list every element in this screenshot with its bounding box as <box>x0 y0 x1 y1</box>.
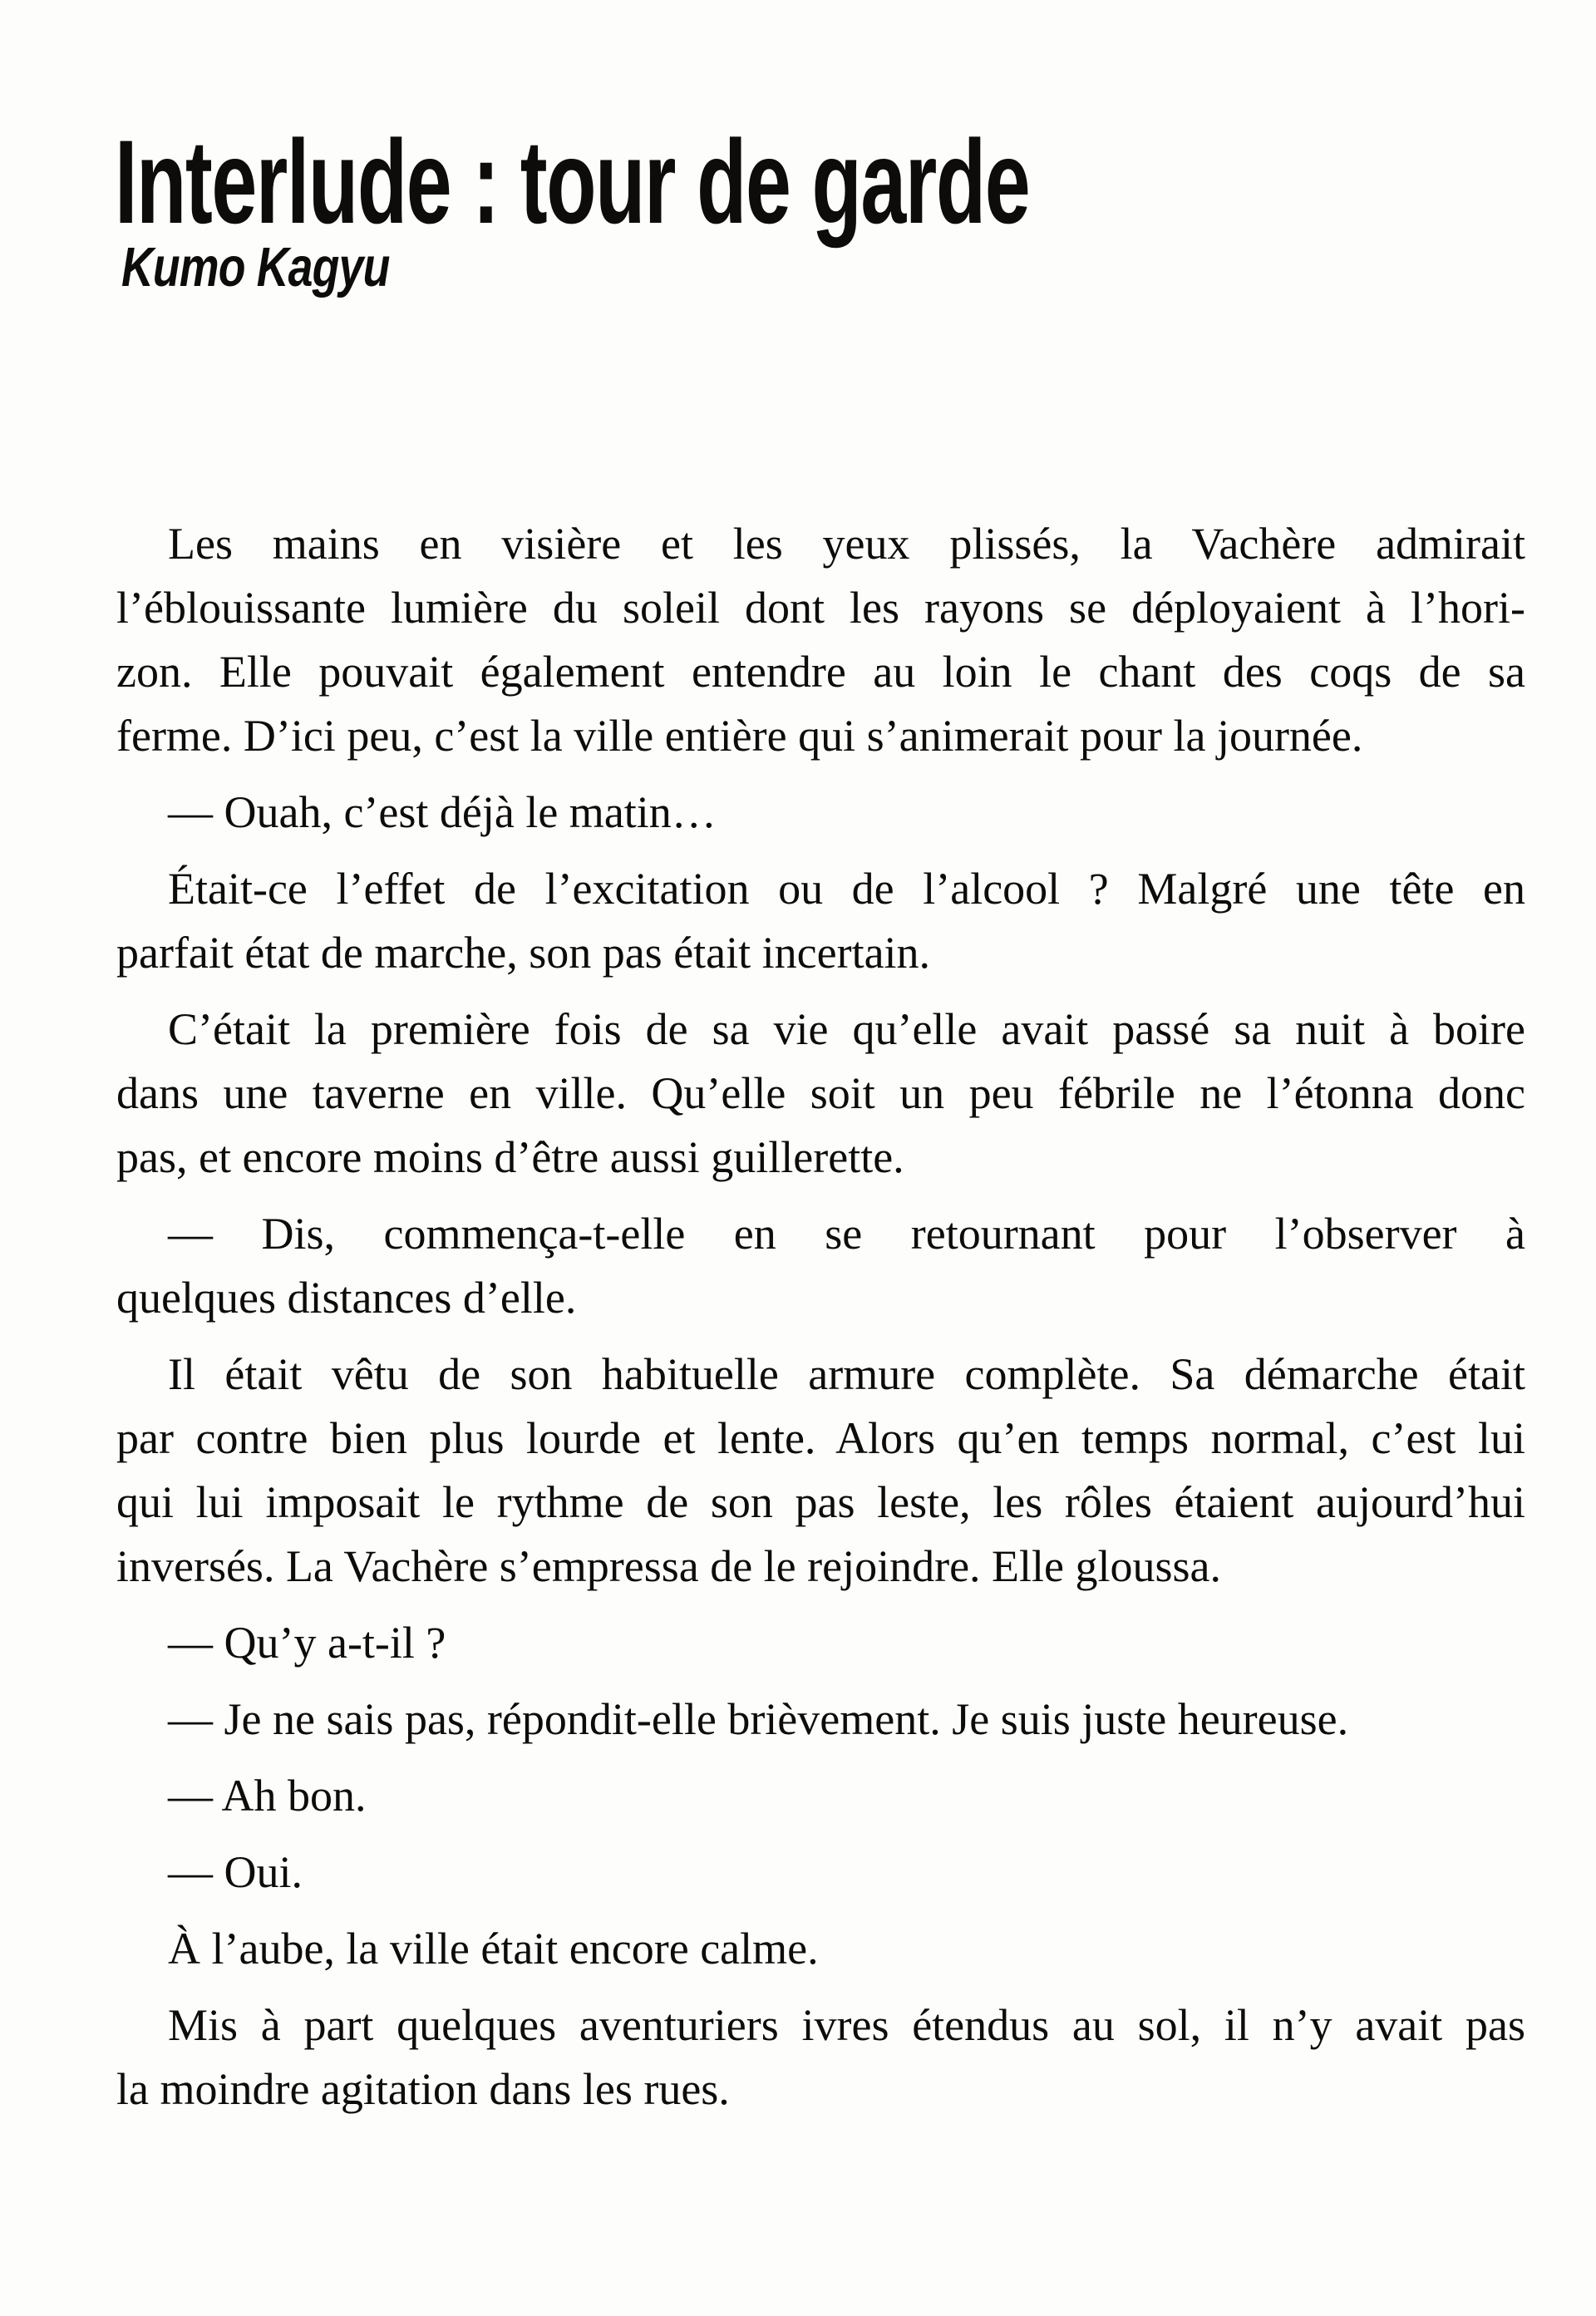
text-line: parfait état de marche, son pas était incertain. <box>116 928 931 978</box>
text-line: — Ah bon. <box>168 1771 367 1821</box>
paragraph <box>116 1993 1525 2121</box>
dialogue-paragraph <box>116 1840 1525 1905</box>
text-line: la moindre agitation dans les rues. <box>116 2064 730 2114</box>
text-line: Était-ce l’effet de l’excitation ou de l’alcool ? Malgré une tête en <box>168 864 1525 914</box>
dialogue-paragraph <box>116 781 1525 845</box>
paragraph <box>116 998 1525 1190</box>
paragraph <box>116 857 1525 985</box>
text-line: — Qu’y a-t-il ? <box>168 1618 446 1668</box>
text-line: inversés. La Vachère s’empressa de le rejoindre. Elle gloussa. <box>116 1541 1222 1591</box>
paragraph <box>116 1917 1525 1981</box>
text-line: — Ouah, c’est déjà le matin… <box>168 787 717 837</box>
text-line: l’éblouissante lumière du soleil dont les rayons se déployaient à l’hori- <box>116 583 1525 633</box>
text-line: zon. Elle pouvait également entendre au loin le chant des coqs de sa <box>116 647 1525 697</box>
text-line: — Dis, commença-t-elle en se retournant pour l’observer à <box>168 1209 1525 1259</box>
chapter-author: Kumo Kagyu <box>121 236 390 298</box>
text-line: par contre bien plus lourde et lente. Alors qu’en temps normal, c’est lui <box>116 1413 1525 1463</box>
text-line: ferme. D’ici peu, c’est la ville entière qui s’animerait pour la journée. <box>116 711 1363 761</box>
text-line: dans une taverne en ville. Qu’elle soit un peu fébrile ne l’étonna donc <box>116 1068 1525 1118</box>
text-line: — Oui. <box>168 1847 303 1897</box>
text-line: pas, et encore moins d’être aussi guillerette. <box>116 1132 904 1182</box>
paragraph <box>116 512 1525 768</box>
text-line: — Je ne sais pas, répondit-elle brièvement. Je suis juste heureuse. <box>168 1694 1349 1744</box>
text-line: C’était la première fois de sa vie qu’elle avait passé sa nuit à boire <box>168 1004 1525 1054</box>
text-line: Les mains en visière et les yeux plissés, la Vachère admirait <box>168 519 1525 569</box>
chapter-title: Interlude : tour de garde <box>115 116 1030 249</box>
body-text <box>116 512 1525 2134</box>
text-line: Il était vêtu de son habituelle armure complète. Sa démarche était <box>168 1349 1525 1399</box>
dialogue-paragraph <box>116 1202 1525 1330</box>
text-line: qui lui imposait le rythme de son pas leste, les rôles étaient aujourd’hui <box>116 1477 1525 1527</box>
dialogue-paragraph <box>116 1764 1525 1828</box>
text-line: quelques distances d’elle. <box>116 1273 577 1323</box>
dialogue-paragraph <box>116 1611 1525 1675</box>
text-line: À l’aube, la ville était encore calme. <box>168 1924 819 1974</box>
text-line: Mis à part quelques aventuriers ivres étendus au sol, il n’y avait pas <box>168 2000 1525 2050</box>
dialogue-paragraph <box>116 1688 1525 1752</box>
paragraph <box>116 1343 1525 1599</box>
